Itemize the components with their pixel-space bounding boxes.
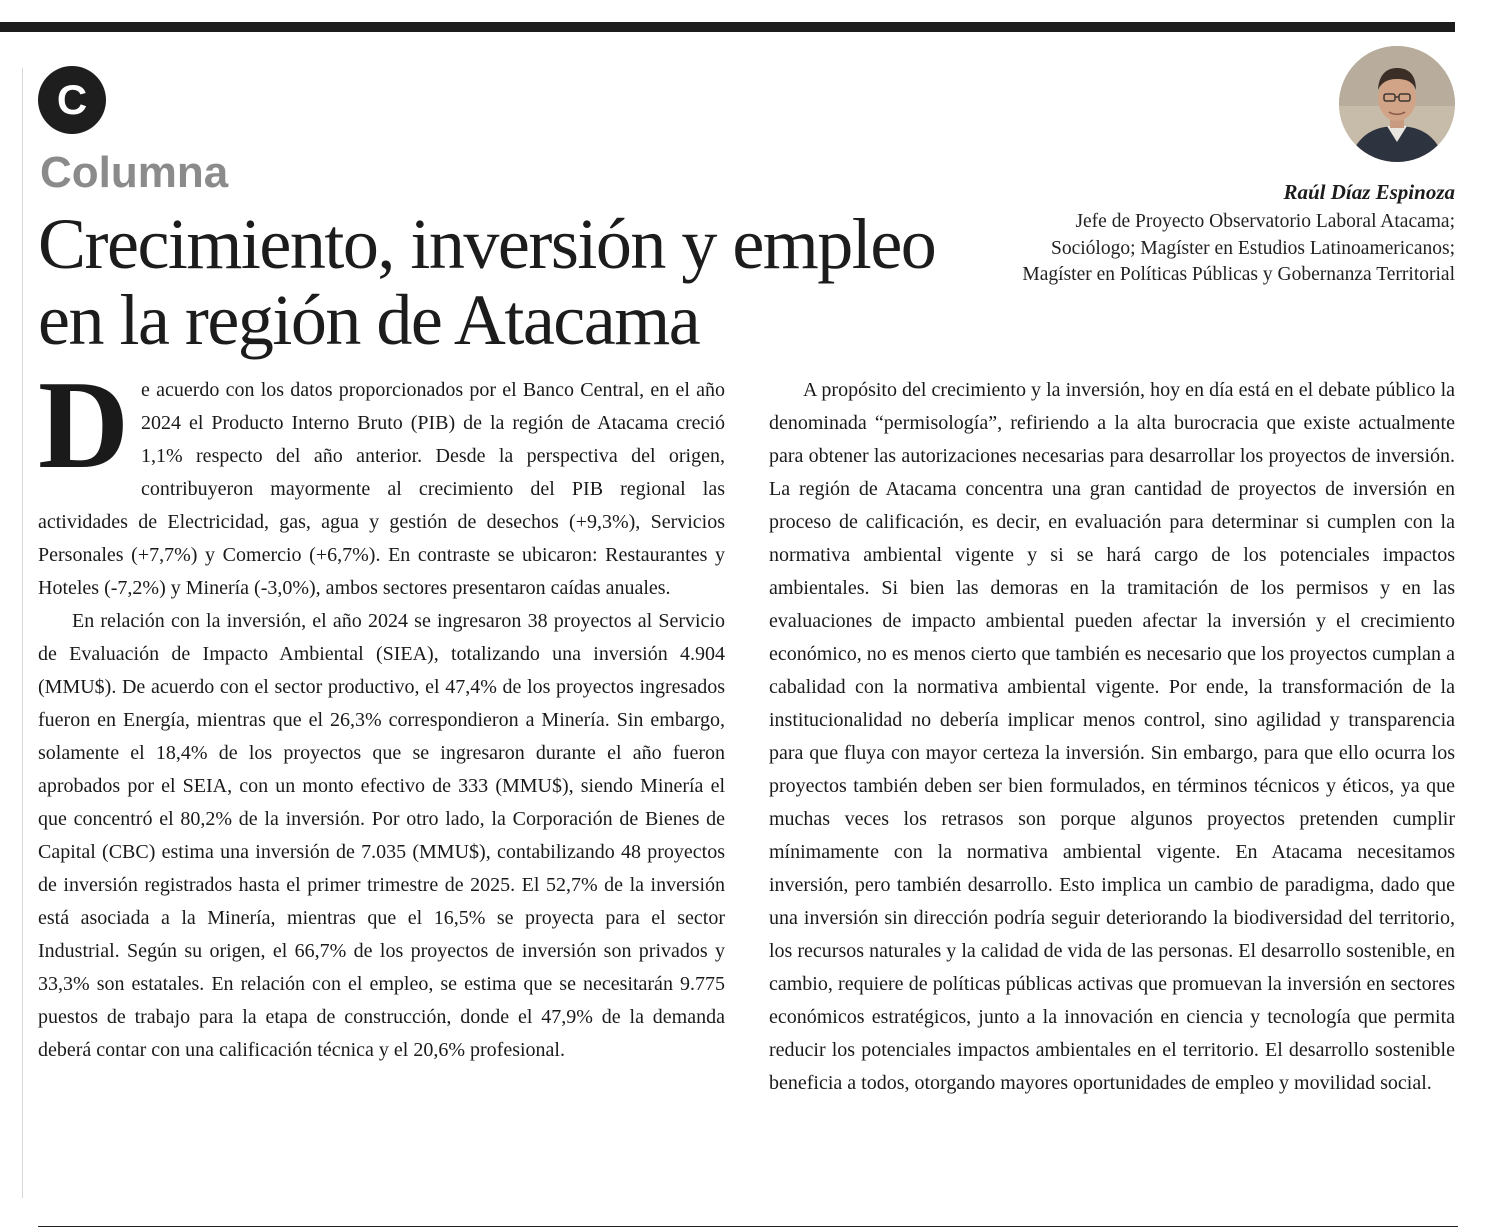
drop-cap: D bbox=[38, 356, 129, 495]
author-name: Raúl Díaz Espinoza bbox=[1283, 180, 1455, 204]
author-role: Jefe de Proyecto Observatorio Laboral Atacama; Sociólogo; Magíster en Estudios Latinoamericanos; Magíster en Políticas Públicas y Gobernanza Territorial bbox=[1022, 211, 1455, 285]
article-column-1 bbox=[38, 356, 725, 1067]
article-paragraph-2: En relación con la inversión, el año 2024 se ingresaron 38 proyectos al Servicio de Evaluación de Impacto Ambiental (SIEA), totalizando una inversión 4.904 (MMU$). De acuerdo con el sector productivo, el 47,4% de los proyectos ingresados fueron en Energía, mientras que el 26,3% correspondieron a Minería. Sin embargo, solamente el 18,4% de los proyectos que se ingresaron durante el año fueron aprobados por el SEIA, con un monto efectivo de 333 (MMU$), siendo Minería el que concentró el 80,2% de la inversión. Por otro lado, la Corporación de Bienes de Capital (CBC) estima una inversión de 7.035 (MMU$), contabilizando 48 proyectos de inversión registrados hasta el primer trimestre de 2025. El 52,7% de la inversión está asociada a la Minería, mientras que el 16,5% se proyecta para el sector Industrial. Según su origen, el 66,7% de los proyectos de inversión son privados y 33,3% son estatales. En relación con el empleo, se estima que se necesitarán 9.775 puestos de trabajo para la etapa de construcción, donde el 47,9% de la demanda deberá contar con una calificación técnica y el 20,6% profesional. bbox=[38, 610, 725, 1061]
author-photo bbox=[1339, 46, 1455, 162]
author-portrait-image bbox=[1339, 46, 1455, 162]
article-paragraph-3: A propósito del crecimiento y la inversión, hoy en día está en el debate público la denominada “permisología”, refiriendo a la alta burocracia que existe actualmente para obtener las autorizaciones necesarias para desarrollar los proyectos de inversión. La región de Atacama concentra una gran cantidad de proyectos de inversión en proceso de calificación, es decir, en evaluación para determinar si cumplen con la normativa ambiental vigente y si se hará cargo de los potenciales impactos ambientales. Si bien las demoras en la tramitación de los permisos y en las evaluaciones de impacto ambiental pueden afectar la inversión y el crecimiento económico, no es menos cierto que también es necesario que los proyectos cumplan a cabalidad con la normativa ambiental vigente. Por ende, la transformación de la institucionalidad no debería implicar menos control, sino agilidad y transparencia para que fluya con mayor certeza la inversión. Sin embargo, para que ello ocurra los proyectos también deben ser bien formulados, en términos técnicos y éticos, ya que muchas veces los retrasos son porque algunos proyectos pretenden cumplir mínimamente con la normativa ambiental vigente. En Atacama necesitamos inversión, pero también desarrollo. Esto implica un cambio de paradigma, dado que una inversión sin dirección podría seguir deteriorando la biodiversidad del territorio, los recursos naturales y la calidad de vida de las personas. El desarrollo sostenible, en cambio, requiere de políticas públicas activas que promuevan la inversión en sectores económicos estratégicos, junto a la innovación en ciencia y tecnología que permita reducir los potenciales impactos ambientales en el territorio. El desarrollo sostenible beneficia a todos, otorgando mayores oportunidades de empleo y movilidad social. bbox=[769, 379, 1455, 1094]
section-label: Columna bbox=[40, 148, 229, 197]
column-badge bbox=[38, 66, 106, 134]
article-paragraph-1 bbox=[38, 356, 725, 605]
headline: Crecimiento, inversión y empleo en la región de Atacama bbox=[38, 204, 936, 360]
left-margin-rule bbox=[22, 68, 23, 1198]
paragraph-1-text: e acuerdo con los datos proporcionados por el Banco Central, en el año 2024 el Producto Interno Bruto (PIB) de la región de Atacama creció 1,1% respecto del año anterior. Desde la perspectiva del origen, contribuyeron mayormente al crecimiento del PIB regional las actividades de Electricidad, gas, agua y gestión de desechos (+9,3%), Servicios Personales (+7,7%) y Comercio (+6,7%). En contraste se ubicaron: Restaurantes y Hoteles (-7,2%) y Minería (-3,0%), ambos sectores presentaron caídas anuales. bbox=[38, 379, 725, 599]
author-byline bbox=[1020, 180, 1455, 289]
article-column-2 bbox=[769, 374, 1455, 1100]
top-rule bbox=[0, 22, 1455, 32]
bottom-rule bbox=[38, 1226, 1458, 1227]
column-badge-letter: C bbox=[56, 76, 88, 123]
